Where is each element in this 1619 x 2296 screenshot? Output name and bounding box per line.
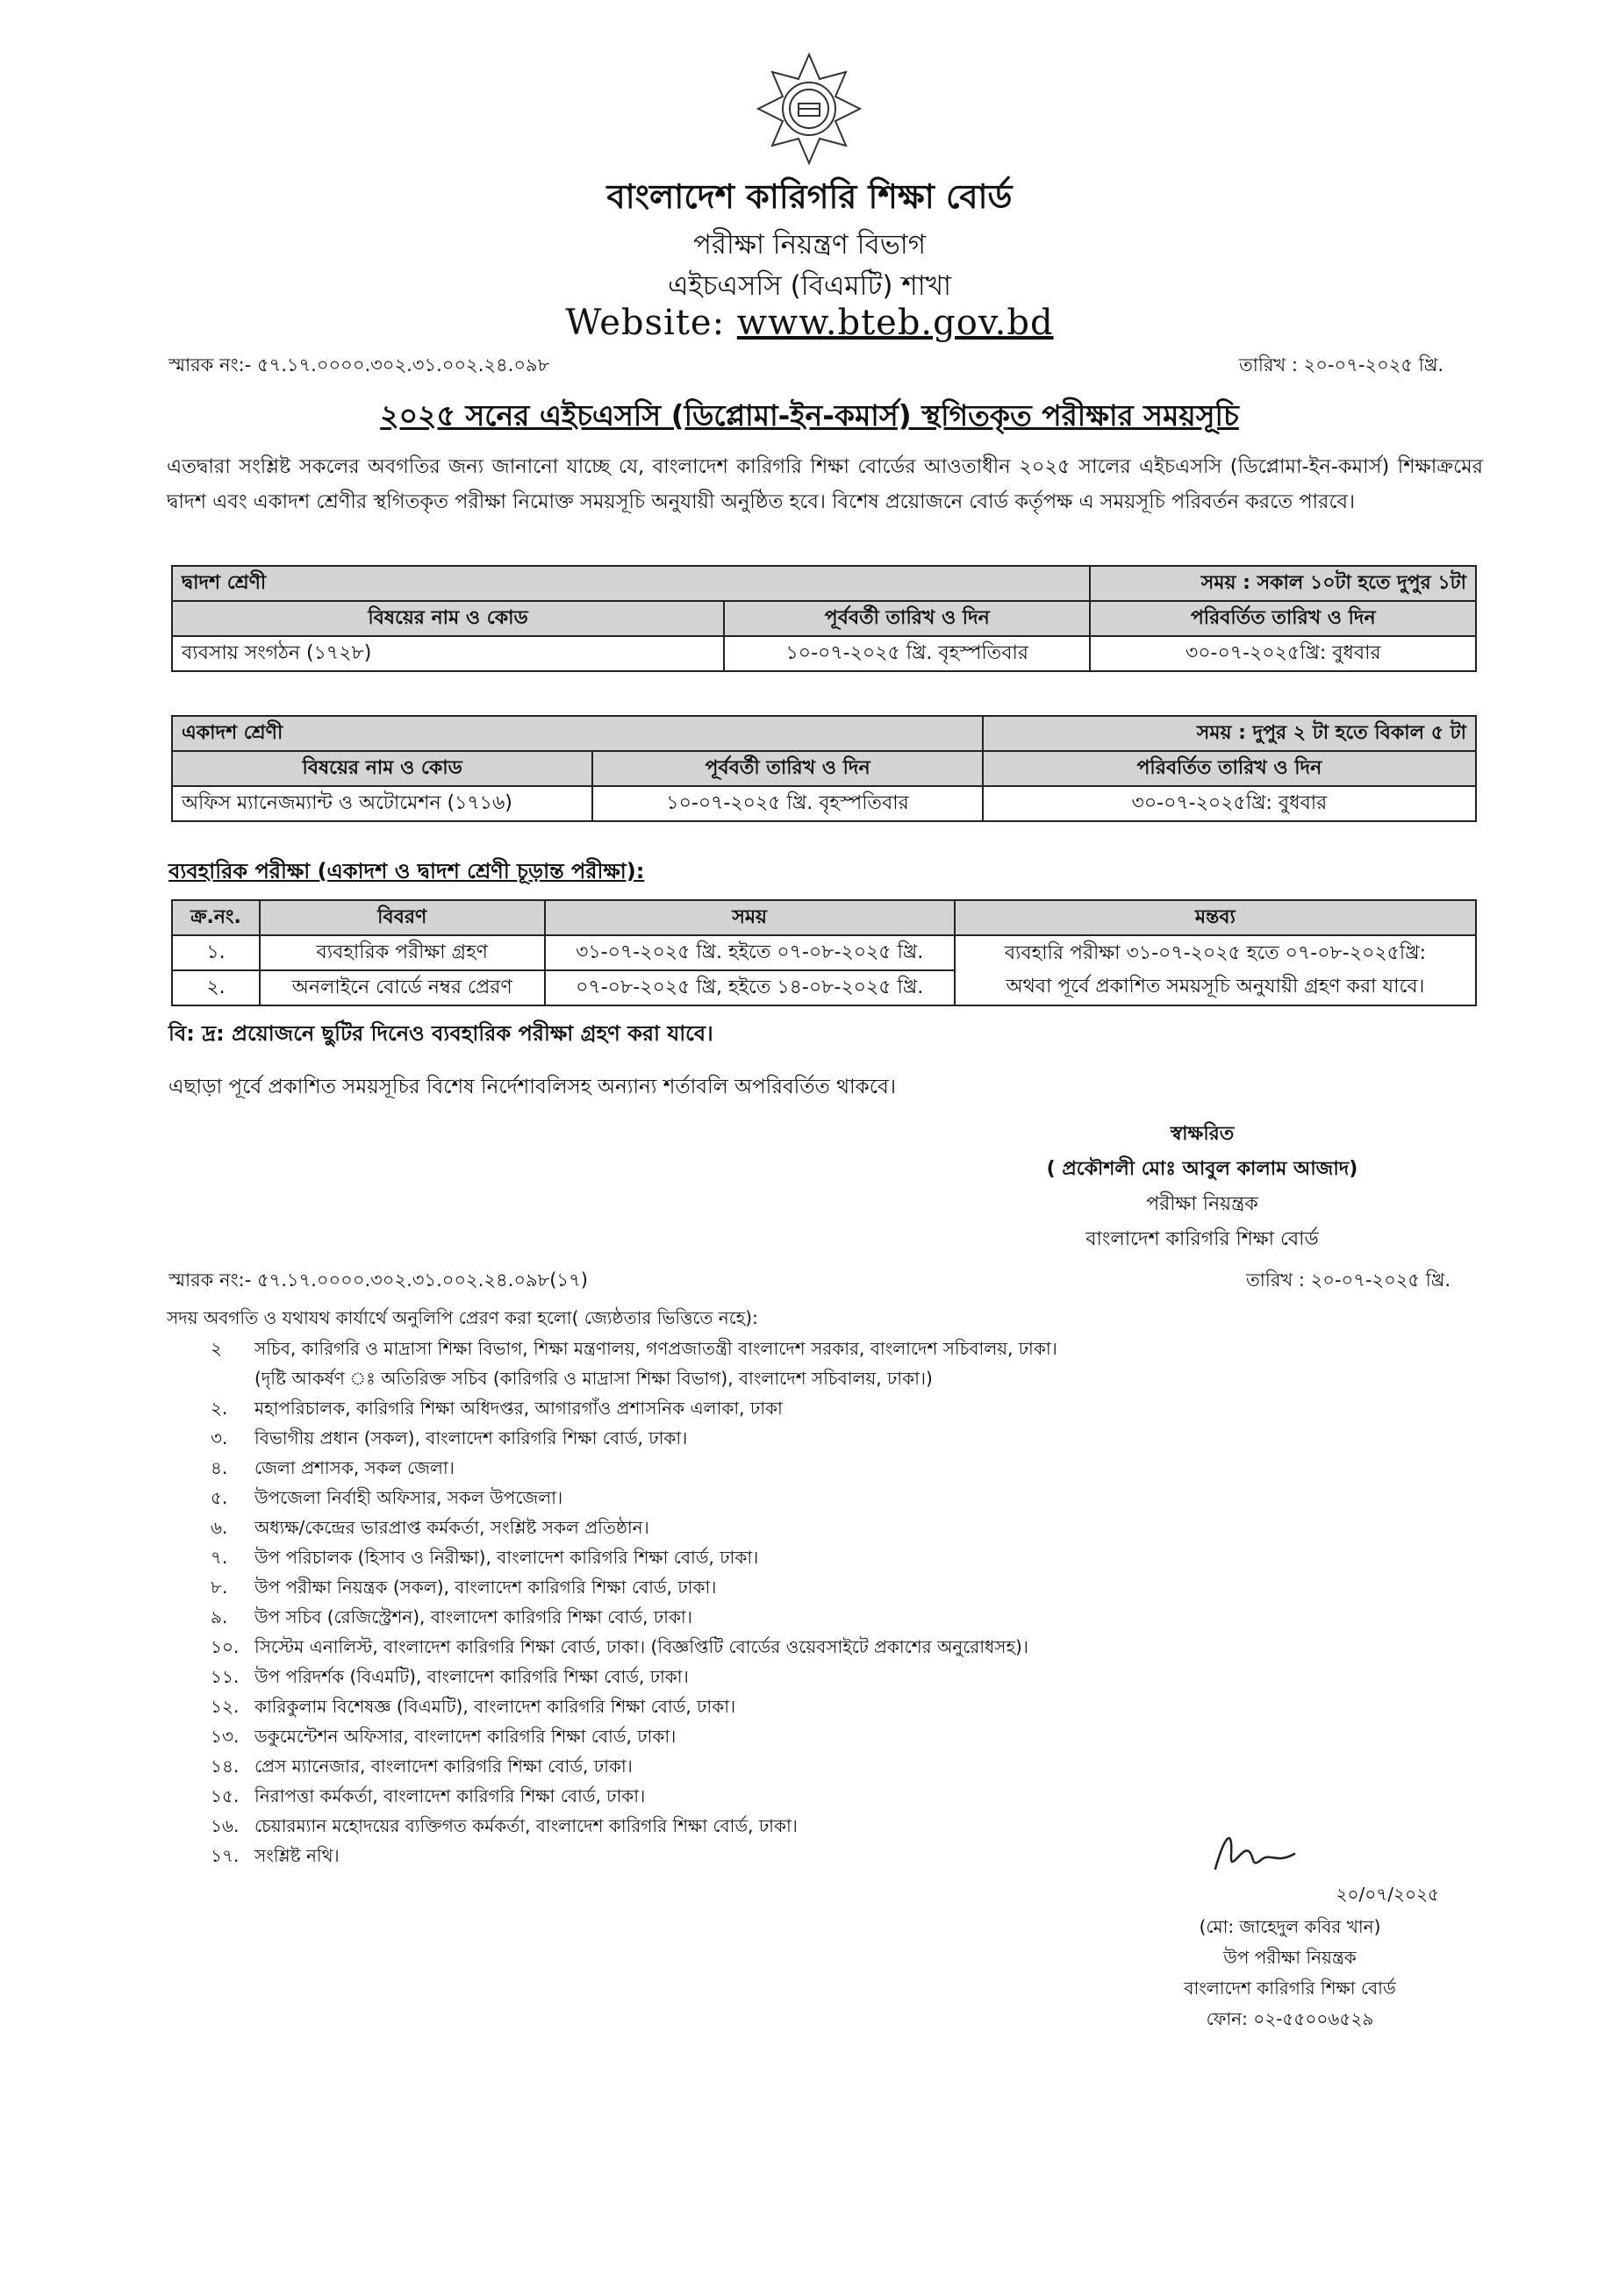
signatory-name: ( প্রকৌশলী মোঃ আবুল কালাম আজাদ) bbox=[1046, 1158, 1358, 1180]
item-text: অধ্যক্ষ/কেন্দ্রের ভারপ্রাপ্ত কর্মকর্তা, সংশ্লিষ্ট সকল প্রতিষ্ঠান। bbox=[254, 1517, 649, 1538]
class11-schedule-table bbox=[171, 715, 1477, 822]
class12-column-headers bbox=[172, 601, 1476, 636]
list-item bbox=[211, 1841, 1057, 1870]
item-text: সংশ্লিষ্ট নথি। bbox=[254, 1845, 340, 1866]
item-text: প্রেস ম্যানেজার, বাংলাদেশ কারিগরি শিক্ষা বোর্ড, ঢাকা। bbox=[254, 1756, 633, 1777]
item-number: ৩. bbox=[211, 1427, 228, 1448]
org-name: বাংলাদেশ কারিগরি শিক্ষা বোর্ড bbox=[606, 177, 1013, 216]
col-changed-date: পরিবর্তিত তারিখ ও দিন bbox=[1090, 601, 1476, 636]
class11-time: সময় : দুপুর ২ টা হতে বিকাল ৫ টা bbox=[983, 716, 1476, 751]
col-changed-date: পরিবর্তিত তারিখ ও দিন bbox=[983, 751, 1476, 786]
list-item bbox=[211, 1572, 1057, 1602]
serial-cell: ১. bbox=[172, 935, 260, 970]
item-text: ডকুমেন্টেশন অফিসার, বাংলাদেশ কারিগরি শিক্ষা বোর্ড, ঢাকা। bbox=[254, 1726, 677, 1747]
col-serial: ক্র.নং. bbox=[172, 900, 260, 935]
list-item bbox=[211, 1483, 1057, 1513]
item-number: ৬. bbox=[211, 1517, 228, 1538]
list-item bbox=[211, 1363, 1057, 1393]
item-number: ১৩. bbox=[211, 1726, 240, 1747]
signature2-office: বাংলাদেশ কারিগরি শিক্ষা বোর্ড bbox=[1184, 1978, 1396, 1999]
time-cell: ৩১-০৭-২০২৫ খ্রি. হইতে ০৭-০৮-২০২৫ খ্রি. bbox=[545, 935, 955, 970]
item-number: ১৭. bbox=[211, 1845, 240, 1866]
branch-name: এইচএসসি (বিএমটি) শাখা bbox=[667, 270, 952, 302]
item-number: ৫. bbox=[211, 1487, 228, 1508]
website-line bbox=[0, 303, 1619, 343]
list-item bbox=[211, 1751, 1057, 1781]
item-text: বিভাগীয় প্রধান (সকল), বাংলাদেশ কারিগরি শিক্ষা বোর্ড, ঢাকা। bbox=[254, 1427, 688, 1448]
item-text: সচিব, কারিগরি ও মাদ্রাসা শিক্ষা বিভাগ, শিক্ষা মন্ত্রণালয়, গণপ্রজাতন্ত্রী বাংলাদেশ সরকার, বাংলাদেশ সচিবালয়, ঢাকা। bbox=[254, 1338, 1057, 1359]
item-number: ১২. bbox=[211, 1696, 240, 1717]
list-item bbox=[211, 1334, 1057, 1363]
subject-cell: অফিস ম্যানেজম্যান্ট ও অটোমেশন (১৭১৬) bbox=[172, 786, 592, 821]
class12-schedule-table bbox=[171, 565, 1477, 672]
list-item bbox=[211, 1721, 1057, 1751]
signatory-office: বাংলাদেশ কারিগরি শিক্ষা বোর্ড bbox=[1085, 1228, 1319, 1250]
item-text: কারিকুলাম বিশেষজ্ঞ (বিএমটি), বাংলাদেশ কারিগরি শিক্ষা বোর্ড, ঢাকা। bbox=[254, 1696, 736, 1717]
item-text: উপ সচিব (রেজিস্ট্রেশন), বাংলাদেশ কারিগরি শিক্ষা বোর্ড, ঢাকা। bbox=[254, 1606, 692, 1627]
item-text: জেলা প্রশাসক, সকল জেলা। bbox=[254, 1457, 455, 1478]
list-item bbox=[211, 1781, 1057, 1811]
item-text: উপ পরিদর্শক (বিএমটি), বাংলাদেশ কারিগরি শিক্ষা বোর্ড, ঢাকা। bbox=[254, 1666, 689, 1687]
changed-date-cell: ৩০-০৭-২০২৫খ্রি: বুধবার bbox=[983, 786, 1476, 821]
document-title: ২০২৫ সনের এইচএসসি (ডিপ্লোমা-ইন-কমার্স) স্থগিতকৃত পরীক্ষার সময়সূচি bbox=[380, 398, 1239, 433]
item-number: ১৬. bbox=[211, 1815, 240, 1836]
remark-line-1: ব্যবহারি পরীক্ষা ৩১-০৭-২০২৫ হতে ০৭-০৮-২০২৫খ্রি: bbox=[1004, 942, 1427, 964]
item-text: উপজেলা নির্বাহী অফিসার, সকল উপজেলা। bbox=[254, 1487, 563, 1508]
signature2-date: ২০/০৭/২০২৫ bbox=[1336, 1884, 1439, 1905]
item-text: চেয়ারম্যান মহোদয়ের ব্যক্তিগত কর্মকর্তা, বাংলাদেশ কারিগরি শিক্ষা বোর্ড, ঢাকা। bbox=[254, 1815, 798, 1836]
list-item bbox=[211, 1662, 1057, 1692]
special-note: বি: দ্র: প্রয়োজনে ছুটির দিনেও ব্যবহারিক পরীক্ষা গ্রহণ করা যাবে। bbox=[168, 1021, 713, 1046]
item-text: উপ পরিচালক (হিসাব ও নিরীক্ষা), বাংলাদেশ কারিগরি শিক্ষা বোর্ড, ঢাকা। bbox=[254, 1547, 759, 1568]
website-label: Website: bbox=[565, 303, 726, 343]
item-text: মহাপরিচালক, কারিগরি শিক্ষা অধিদপ্তর, আগারগাঁও প্রশাসনিক এলাকা, ঢাকা bbox=[254, 1398, 783, 1419]
handwritten-signature-icon bbox=[1207, 1820, 1303, 1886]
website-link[interactable]: www.bteb.gov.bd bbox=[736, 303, 1054, 343]
general-note: এছাড়া পূর্বে প্রকাশিত সময়সূচির বিশেষ নির্দেশাবলিসহ অন্যান্য শর্তাবলি অপরিবর্তিত থাকবে। bbox=[168, 1076, 897, 1098]
signature2-phone: ফোন: ০২-৫৫০০৬৫২৯ bbox=[1206, 2008, 1374, 2029]
item-number: ১৪. bbox=[211, 1756, 240, 1777]
col-subject: বিষয়ের নাম ও কোড bbox=[172, 601, 724, 636]
item-number: ৭. bbox=[211, 1547, 228, 1568]
changed-date-cell: ৩০-০৭-২০২৫খ্রি: বুধবার bbox=[1090, 636, 1476, 671]
practical-heading: ব্যবহারিক পরীক্ষা (একাদশ ও দ্বাদশ শ্রেণী চূড়ান্ত পরীক্ষা): bbox=[168, 859, 645, 883]
item-number: ৪. bbox=[211, 1457, 228, 1478]
class11-column-headers bbox=[172, 751, 1476, 786]
item-text: (দৃষ্টি আকর্ষণ ঃ অতিরিক্ত সচিব (কারিগরি ও মাদ্রাসা শিক্ষা বিভাগ), বাংলাদেশ সচিবালয়, ঢাকা।) bbox=[254, 1368, 933, 1389]
board-logo-icon bbox=[755, 53, 863, 167]
table-row bbox=[172, 935, 1476, 970]
practical-column-headers bbox=[172, 900, 1476, 935]
item-number: ৯. bbox=[211, 1606, 228, 1627]
class11-header-row bbox=[172, 716, 1476, 751]
list-item bbox=[211, 1453, 1057, 1483]
signature2-name: (মো: জাহেদুল কবির খান) bbox=[1199, 1916, 1381, 1937]
subject-cell: ব্যবসায় সংগঠন (১৭২৮) bbox=[172, 636, 724, 671]
class11-label: একাদশ শ্রেণী bbox=[172, 716, 983, 751]
item-text: নিরাপত্তা কর্মকর্তা, বাংলাদেশ কারিগরি শিক্ষা বোর্ড, ঢাকা। bbox=[254, 1785, 646, 1806]
item-number: ১৫. bbox=[211, 1785, 240, 1806]
distribution-list bbox=[211, 1334, 1057, 1870]
item-number: ৮. bbox=[211, 1577, 228, 1598]
memo2-date: তারিখ : ২০-০৭-২০২৫ খ্রি. bbox=[1246, 1270, 1451, 1291]
distribution-intro: সদয় অবগতি ও যথাযথ কার্যার্থে অনুলিপি প্রেরণ করা হলো( জ্যেষ্ঠতার ভিত্তিতে নহে): bbox=[167, 1307, 758, 1328]
description-cell: অনলাইনে বোর্ডে নম্বর প্রেরণ bbox=[260, 970, 545, 1005]
col-previous-date: পূর্ববর্তী তারিখ ও দিন bbox=[724, 601, 1090, 636]
description-cell: ব্যবহারিক পরীক্ষা গ্রহণ bbox=[260, 935, 545, 970]
memo-number: স্মারক নং:- ৫৭.১৭.০০০০.৩০২.৩১.০০২.২৪.০৯৮ bbox=[168, 354, 550, 376]
class12-label: দ্বাদশ শ্রেণী bbox=[172, 566, 1090, 601]
practical-schedule-table bbox=[171, 899, 1477, 1006]
class12-header-row bbox=[172, 566, 1476, 601]
signatory-designation: পরীক্ষা নিয়ন্ত্রক bbox=[1146, 1193, 1258, 1215]
previous-date-cell: ১০-০৭-২০২৫ খ্রি. বৃহস্পতিবার bbox=[724, 636, 1090, 671]
col-previous-date: পূর্ববর্তী তারিখ ও দিন bbox=[592, 751, 982, 786]
list-item bbox=[211, 1632, 1057, 1662]
table-row bbox=[172, 636, 1476, 671]
item-number: ১০. bbox=[211, 1636, 240, 1657]
item-text: সিস্টেম এনালিস্ট, বাংলাদেশ কারিগরি শিক্ষা বোর্ড, ঢাকা। (বিজ্ঞপ্তিটি বোর্ডের ওয়েবসাইটে প্রকাশের অনুরোধসহ)। bbox=[254, 1636, 1028, 1657]
list-item bbox=[211, 1602, 1057, 1632]
intro-paragraph: এতদ্বারা সংশ্লিষ্ট সকলের অবগতির জন্য জানানো যাচ্ছে যে, বাংলাদেশ কারিগরি শিক্ষা বোর্ডের আওতাধীন ২০২৫ সালের এইচএসসি (ডিপ্লোমা-ইন-কমার্স) শিক্ষাক্রমের দ্বাদশ এবং একাদশ শ্রেণীর স্থগিতকৃত পরীক্ষা নিমোক্ত সময়সূচি অনুযায়ী অনুষ্ঠিত হবে। বিশেষ প্রয়োজনে বোর্ড কর্তৃপক্ষ এ সময়সূচি পরিবর্তন করতে পারবে। bbox=[167, 455, 1483, 513]
signed-label: স্বাক্ষরিত bbox=[1170, 1123, 1235, 1145]
remark-line-2: অথবা পূর্বে প্রকাশিত সময়সূচি অনুযায়ী গ্রহণ করা যাবে। bbox=[1006, 976, 1425, 998]
list-item bbox=[211, 1692, 1057, 1721]
signature2-designation: উপ পরীক্ষা নিয়ন্ত্রক bbox=[1223, 1947, 1357, 1968]
col-remarks: মন্তব্য bbox=[955, 900, 1476, 935]
list-item bbox=[211, 1423, 1057, 1453]
list-item bbox=[211, 1393, 1057, 1423]
serial-cell: ২. bbox=[172, 970, 260, 1005]
table-row bbox=[172, 786, 1476, 821]
list-item bbox=[211, 1811, 1057, 1841]
item-number: ২ bbox=[211, 1338, 223, 1359]
memo-date: তারিখ : ২০-০৭-২০২৫ খ্রি. bbox=[1239, 354, 1443, 376]
item-text: উপ পরীক্ষা নিয়ন্ত্রক (সকল), বাংলাদেশ কারিগরি শিক্ষা বোর্ড, ঢাকা। bbox=[254, 1577, 717, 1598]
department-name: পরীক্ষা নিয়ন্ত্রণ বিভাগ bbox=[692, 229, 927, 261]
list-item bbox=[211, 1513, 1057, 1542]
list-item bbox=[211, 1542, 1057, 1572]
col-subject: বিষয়ের নাম ও কোড bbox=[172, 751, 592, 786]
remarks-cell bbox=[955, 935, 1476, 1005]
col-time: সময় bbox=[545, 900, 955, 935]
col-description: বিবরণ bbox=[260, 900, 545, 935]
time-cell: ০৭-০৮-২০২৫ খ্রি, হইতে ১৪-০৮-২০২৫ খ্রি. bbox=[545, 970, 955, 1005]
memo2-number: স্মারক নং:- ৫৭.১৭.০০০০.৩০২.৩১.০০২.২৪.০৯৮(১৭) bbox=[168, 1270, 588, 1291]
item-number: ১১. bbox=[211, 1666, 240, 1687]
class12-time: সময় : সকাল ১০টা হতে দুপুর ১টা bbox=[1090, 566, 1476, 601]
previous-date-cell: ১০-০৭-২০২৫ খ্রি. বৃহস্পতিবার bbox=[592, 786, 982, 821]
item-number: ২. bbox=[211, 1398, 228, 1419]
